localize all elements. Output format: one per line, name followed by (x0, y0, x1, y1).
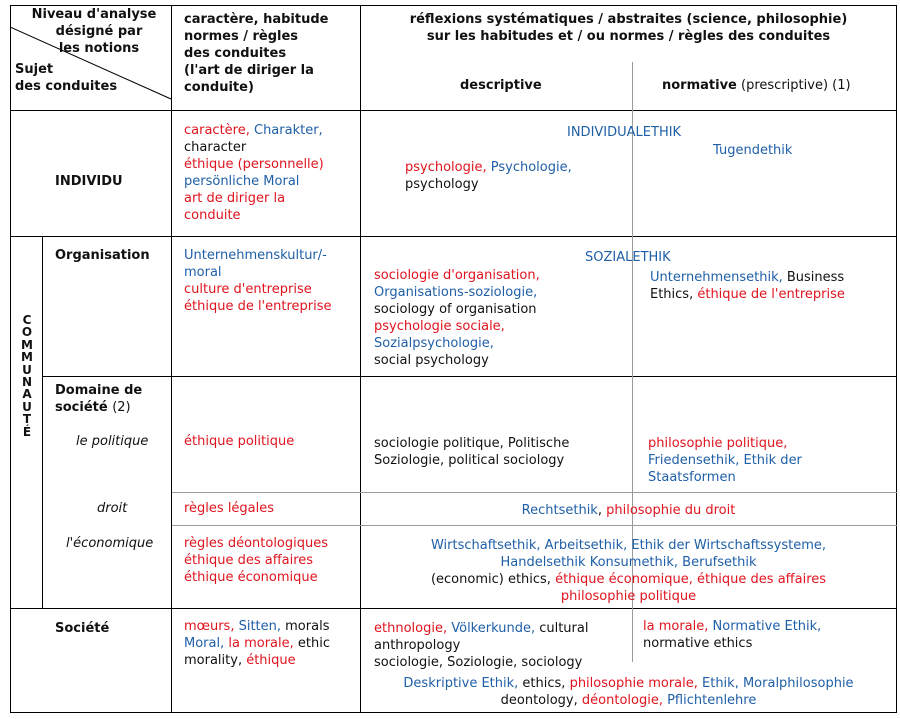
text-fragment: ethics, (518, 676, 566, 691)
text-fragment: éthique de l'entreprise (184, 299, 332, 314)
text-line (643, 635, 821, 652)
row-label-individu: INDIVIDU (55, 174, 123, 189)
text-line (361, 554, 896, 571)
text-fragment: sociologie d'organisation, (374, 268, 540, 283)
text-fragment: philosophie morale, (565, 676, 698, 691)
row-label-domaine: Domaine de société (2) (55, 383, 143, 415)
text-fragment: la morale, (224, 636, 294, 651)
text-line (184, 552, 328, 569)
text-line (184, 264, 332, 281)
text-line (374, 267, 540, 284)
text-fragment: Unternehmensethik, (650, 270, 783, 285)
text-fragment: éthique économique (184, 570, 318, 585)
text-line (184, 618, 330, 635)
text-fragment: sociologie politique, Politische (374, 436, 570, 451)
header-col-reflexions: réflexions systématiques / abstraites (science, philosophie) sur les habitudes et / ou normes / règles des conduites (409, 12, 848, 44)
text-line (184, 207, 324, 224)
sub-label-politique: le politique (76, 434, 149, 449)
corner-notions-label: Niveau d'analyse désigné par les notions (31, 7, 157, 56)
text-fragment: sociologie, Soziologie, sociology (374, 655, 583, 670)
text-fragment: morality, (184, 653, 243, 668)
text-fragment: moral (184, 265, 222, 280)
notions-organisation (184, 247, 332, 315)
row-label-societe: Société (55, 621, 110, 636)
text-fragment: social psychology (374, 353, 489, 368)
text-fragment: éthique économique, éthique des affaires (550, 572, 827, 587)
text-fragment: caractère, (184, 123, 250, 138)
text-line (361, 675, 896, 692)
text-line (184, 569, 328, 586)
divider-col-notions (360, 5, 361, 713)
descriptive-individu (405, 159, 572, 193)
descriptive-politique (374, 435, 569, 469)
text-fragment: psychologie, (405, 160, 487, 175)
text-fragment: éthique des affaires (184, 553, 314, 568)
text-fragment: Völkerkunde, (447, 621, 536, 636)
text-line (184, 247, 332, 264)
gridline-politique-droit (172, 492, 897, 493)
text-line (184, 652, 330, 669)
text-fragment: psychology (405, 177, 479, 192)
text-fragment: mœurs, (184, 619, 235, 634)
notion-droit: règles légales (184, 501, 275, 516)
text-line (374, 318, 540, 335)
text-fragment: Charakter, (249, 123, 323, 138)
text-fragment: Moral, (184, 636, 225, 651)
divider-organisation (42, 376, 897, 377)
text-fragment: Organisations-soziologie, (374, 285, 538, 300)
text-fragment: , (597, 503, 607, 518)
text-line (184, 190, 324, 207)
text-fragment: Unternehmenskultur/- (184, 248, 327, 263)
text-fragment: cultural (535, 621, 589, 636)
notion-politique: éthique politique (184, 434, 295, 449)
text-fragment: Wirtschaftsethik, Arbeitsethik, Ethik der Wirtschaftssysteme, (430, 538, 827, 553)
text-line (361, 588, 896, 605)
text-fragment: Handelsethik Konsumethik, Berufsethik (500, 555, 757, 570)
row-label-organisation: Organisation (55, 248, 150, 263)
text-line (650, 286, 845, 303)
text-fragment: deontology, (500, 693, 578, 708)
text-line (184, 122, 324, 139)
text-fragment: éthique (personnelle) (184, 157, 324, 172)
text-fragment: éthique (242, 653, 296, 668)
text-fragment: philosophie politique (560, 589, 697, 604)
text-line (184, 281, 332, 298)
text-fragment: Business (782, 270, 845, 285)
sub-label-droit: droit (97, 501, 128, 516)
text-fragment: Pflichtenlehre (662, 693, 757, 708)
text-fragment: Ethik, Moralphilosophie (697, 676, 854, 691)
text-line (184, 535, 328, 552)
notions-societe (184, 618, 330, 669)
heading-sozialethik: SOZIALETHIK (585, 250, 671, 265)
descriptive-organisation (374, 267, 540, 369)
text-line (374, 620, 588, 637)
text-line (374, 452, 569, 469)
text-fragment: philosophie du droit (606, 503, 736, 518)
text-line (184, 156, 324, 173)
text-fragment: character (184, 140, 247, 155)
heading-individualethik: INDIVIDUALETHIK (567, 125, 682, 140)
text-fragment: Staatsformen (648, 470, 736, 485)
text-line (405, 176, 572, 193)
text-fragment: déontologie, (577, 693, 663, 708)
gridline-droit-economique (172, 525, 897, 526)
text-line (648, 452, 802, 469)
normative-individu: Tugendethik (713, 143, 793, 158)
text-fragment: (economic) ethics, (430, 572, 551, 587)
text-line (648, 469, 802, 486)
text-line (648, 435, 802, 452)
corner-sujet-label: Sujet des conduites (15, 62, 118, 94)
reflexion-droit (361, 502, 896, 519)
text-fragment: ethic (293, 636, 330, 651)
descriptive-societe (374, 620, 588, 671)
table-border-left (10, 5, 11, 713)
text-line (374, 654, 588, 671)
text-fragment: Ethics, (650, 287, 694, 302)
text-fragment: Psychologie, (486, 160, 572, 175)
divider-col-label (171, 5, 172, 713)
text-fragment: anthropology (374, 638, 461, 653)
header-descriptive: descriptive (460, 78, 542, 93)
sub-label-economique: l'économique (66, 536, 154, 551)
text-fragment: Sozialpsychologie, (374, 336, 494, 351)
text-line (374, 335, 540, 352)
text-fragment: la morale, (643, 619, 709, 634)
text-line (643, 618, 821, 635)
normative-organisation (650, 269, 845, 303)
divider-communaute (42, 237, 43, 608)
text-fragment: culture d'entreprise (184, 282, 312, 297)
text-line (361, 502, 896, 519)
notions-individu (184, 122, 324, 224)
text-fragment: philosophie politique, (648, 436, 788, 451)
text-line (405, 159, 572, 176)
communaute-vertical-label: C O M M U N A U T É (21, 313, 33, 439)
divider-individu (10, 236, 897, 237)
header-col-notions: caractère, habitude normes / règles des conduites (l'art de diriger la conduite) (184, 12, 329, 95)
text-fragment: conduite (184, 208, 241, 223)
notions-economique (184, 535, 328, 586)
text-fragment: Deskriptive Ethik, (403, 676, 519, 691)
text-line (361, 537, 896, 554)
text-fragment: Rechtsethik (521, 503, 598, 518)
text-line (184, 298, 332, 315)
text-fragment: règles déontologiques (184, 536, 329, 551)
text-fragment: persönliche Moral (184, 174, 300, 189)
text-line (374, 637, 588, 654)
text-fragment: Friedensethik, Ethik der (648, 453, 802, 468)
text-fragment: Normative Ethik, (708, 619, 822, 634)
text-fragment: sociology of organisation (374, 302, 537, 317)
normative-politique (648, 435, 802, 486)
text-line (374, 301, 540, 318)
text-fragment: morals (281, 619, 330, 634)
text-line (184, 173, 324, 190)
header-normative: normative (prescriptive) (1) (662, 78, 851, 93)
text-line (374, 284, 540, 301)
text-line (184, 139, 324, 156)
divider-domaine (10, 608, 897, 609)
text-fragment: art de diriger la (184, 191, 286, 206)
text-fragment: normative ethics (643, 636, 753, 651)
text-line (374, 352, 540, 369)
text-fragment: Sitten, (234, 619, 282, 634)
text-fragment: éthique de l'entreprise (693, 287, 845, 302)
table-border-bottom (10, 712, 897, 713)
text-fragment: psychologie sociale, (374, 319, 505, 334)
text-line (361, 571, 896, 588)
text-line (184, 635, 330, 652)
text-fragment: ethnologie, (374, 621, 448, 636)
table-border-right (896, 5, 897, 713)
text-fragment: Soziologie, political sociology (374, 453, 565, 468)
text-line (650, 269, 845, 286)
reflexion-societe-bottom (361, 675, 896, 709)
text-line (361, 692, 896, 709)
text-line (374, 435, 569, 452)
normative-societe (643, 618, 821, 652)
reflexion-economique (361, 537, 896, 605)
